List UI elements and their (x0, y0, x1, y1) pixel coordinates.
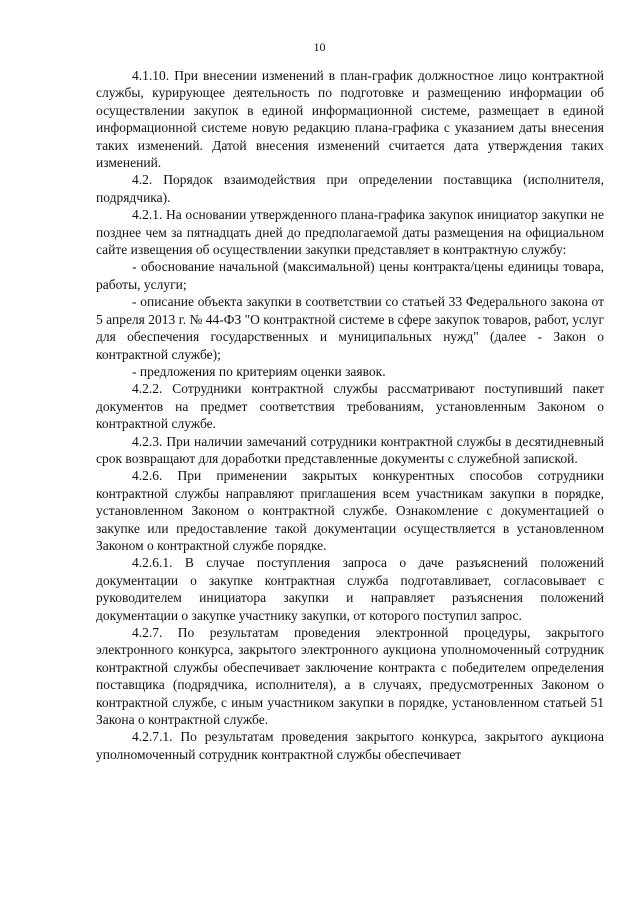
paragraph-4-2-3: 4.2.3. При наличии замечаний сотрудники контрактной службы в десятидневный срок возвращают для доработки представленные документы с служебной запиской. (96, 433, 604, 466)
paragraph-4-2-7-1: 4.2.7.1. По результатам проведения закрытого конкурса, закрытого аукциона уполномоченный сотрудник контрактной службы обеспечивает (96, 729, 604, 762)
paragraph-4-2-7: 4.2.7. По результатам проведения электронной процедуры, закрытого электронного конкурса, закрытого электронного аукциона уполномоченный сотрудник контрактной службы обеспечивает заключение контракта с победителем определения поставщика (подрядчика, исполнителя), а в случаях, предусмотренных Законом о контрактной службе, с иным участником закупки в порядке, установленном статьей 51 Закона о контрактной службе. (96, 625, 604, 728)
paragraph-4-2-6: 4.2.6. При применении закрытых конкурентных способов сотрудники контрактной службы направляют приглашения всем участникам закупки в порядке, установленном Законом о контрактной службе. Ознакомление с документацией о закупке или предоставление такой документации осуществляется в установленном Законом о контрактной службе порядке. (96, 468, 604, 553)
document-body (96, 67, 604, 763)
paragraph-4-1-10: 4.1.10. При внесении изменений в план-график должностное лицо контрактной службы, курирующее деятельность по подготовке и размещению информации об осуществлении закупок в единой информационной системе, размещает в единой информационной системе новую редакцию плана-графика с указанием даты внесения таких изменений. Датой внесения изменений считается дата утверждения таких изменений. (96, 68, 604, 171)
paragraph-4-2-2: 4.2.2. Сотрудники контрактной службы рассматривают поступивший пакет документов на предмет соответствия требованиям, установленным Законом о контрактной службе. (96, 381, 604, 432)
page-number: 10 (313, 40, 326, 54)
paragraph-4-2-1: 4.2.1. На основании утвержденного плана-графика закупок инициатор закупки не позднее чем за пятнадцать дней до предполагаемой даты размещения на официальном сайте извещения об осуществлении закупки представляет в контрактную службу: (96, 207, 604, 258)
list-item-evaluation-criteria: - предложения по критериям оценки заявок. (132, 363, 386, 379)
paragraph-4-2: 4.2. Порядок взаимодействия при определении поставщика (исполнителя, подрядчика). (96, 172, 604, 205)
list-item-object-description: - описание объекта закупки в соответствии со статьей 33 Федерального закона от 5 апреля 2013 г. № 44-ФЗ "О контрактной системе в сфере закупок товаров, работ, услуг для обеспечения государственных и муниципальных нужд" (далее - Закон о контрактной службе); (96, 294, 604, 362)
list-item-price-justification: - обоснование начальной (максимальной) цены контракта/цены единицы товара, работы, услуги; (96, 259, 604, 292)
paragraph-4-2-6-1: 4.2.6.1. В случае поступления запроса о даче разъяснений положений документации о закупке контрактная служба подготавливает, согласовывает с руководителем инициатора закупки и направляет разъяснения положений документации о закупке участнику закупки, от которого поступил запрос. (96, 555, 604, 623)
